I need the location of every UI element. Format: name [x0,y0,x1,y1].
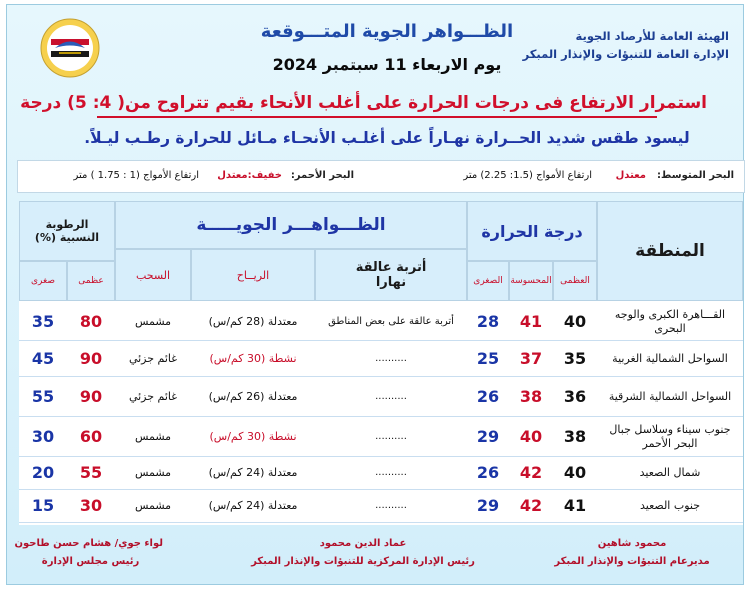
signature-1 [537,535,727,571]
signature-2-name: عماد الدين محمود [319,538,407,549]
cell-min: 26 [476,463,500,482]
cell-felt: 37 [519,348,543,368]
cell-felt: 40 [519,426,543,446]
cell-felt: 41 [519,311,543,331]
forecast-rows [19,303,743,525]
cell-clouds: مشمس [134,314,172,328]
table-row [19,303,743,341]
org-name: الهيئة العامة للأرصاد الجوية [575,29,729,43]
cell-clouds: غائم جزئي [128,351,178,365]
cell-region: جنوب الصعيد [640,499,701,512]
cell-felt: 38 [519,386,543,406]
cell-region: السواحل الشمالية الغربية [612,351,728,365]
cell-dust: أتربة عالقة على بعض المناطق [328,315,454,327]
forecast-sheet [6,4,744,585]
cell-min: 26 [476,386,500,406]
cell-hmax: 90 [79,386,103,406]
cell-hmin: 20 [31,463,55,482]
headline: استمرار الارتفاع فى درجات الحرارة على أغلب الأنحاء بقيم تتراوح من( 4: 5) درجة [20,93,707,113]
signature-3-name: لواء جوي/ هشام حسن طاحون [14,538,163,549]
humidity-max-header: عظمى [67,261,115,301]
signature-1-name: محمود شاهين [597,538,667,549]
headline-underline [97,116,657,118]
cell-hmax: 30 [79,496,103,515]
sea-state-bar [17,160,745,193]
cell-clouds: غائم جزئي [128,389,178,403]
cell-min: 25 [476,348,500,368]
temp-header: درجة الحرارة [467,201,597,261]
subheadline: ليسود طقس شديد الحــرارة نهـاراً على أغلـب الأنحـاء مـائل للحرارة رطـب ليـلاً. [84,129,690,147]
ema-logo-icon [39,17,101,79]
temp-max-header: العظمى [553,261,597,301]
cell-max: 35 [563,348,587,368]
table-row [19,457,743,490]
cell-min: 28 [476,311,500,331]
humidity-header: الرطوبة النسبية (%) [19,201,115,261]
clouds-header: السحب [115,249,191,301]
cell-wind: معتدلة (24 كم/س) [208,499,298,512]
cell-max: 36 [563,386,587,406]
cell-dust: .......... [375,352,407,364]
cell-region: القـــاهرة الكبرى والوجه البحرى [614,307,726,335]
red-sea-label: البحر الأحمر: [290,170,354,181]
table-row [19,377,743,417]
cell-felt: 42 [519,463,543,482]
org-department: الإدارة العامة للتنبؤات والإنذار المبكر [522,47,729,61]
med-sea-waves: ارتفاع الأمواج (1.5: 2.25) متر [463,170,592,181]
org-block [523,27,729,63]
table-row [19,417,743,457]
table-row [19,341,743,377]
cell-region: شمال الصعيد [639,466,701,479]
cell-max: 41 [563,496,587,515]
cell-dust: .......... [375,430,407,442]
cell-min: 29 [476,496,500,515]
cell-region: السواحل الشمالية الشرقية [608,389,732,403]
page-title: الظـــواهر الجوية المتـــوقعة [260,21,514,42]
signature-2 [238,535,488,571]
cell-max: 40 [563,311,587,331]
table-row [19,490,743,523]
winds-header: الريــاح [191,249,315,301]
cell-hmax: 80 [79,311,103,331]
red-sea-state: خفيف:معتدل [217,170,282,181]
cell-wind: معتدلة (26 كم/س) [208,389,298,403]
signature-1-title: مديرعام التنبؤات والإنذار المبكر [554,556,710,567]
cell-dust: .......... [375,467,407,478]
phenomena-header: الظـــواهـــر الجويـــــة [115,201,467,249]
temp-min-header: الصغرى [467,261,509,301]
cell-wind: نشطة (30 كم/س) [209,429,297,443]
cell-region: جنوب سيناء وسلاسل جبال البحر الأحمر [609,422,731,450]
cell-clouds: مشمس [134,429,172,443]
cell-hmin: 30 [31,426,55,446]
cell-hmin: 35 [31,311,55,331]
med-sea-state: معتدل [615,170,646,181]
cell-max: 38 [563,426,587,446]
cell-hmin: 45 [31,348,55,368]
cell-hmin: 55 [31,386,55,406]
cell-min: 29 [476,426,500,446]
cell-felt: 42 [519,496,543,515]
signature-3 [14,535,163,571]
cell-dust: .......... [375,390,407,402]
cell-hmax: 60 [79,426,103,446]
cell-wind: نشطة (30 كم/س) [209,351,297,365]
cell-clouds: مشمس [134,466,172,479]
forecast-date: يوم الاربعاء 11 سبتمبر 2024 [272,55,502,74]
cell-wind: معتدلة (24 كم/س) [208,466,298,479]
cell-hmax: 55 [79,463,103,482]
cell-hmax: 90 [79,348,103,368]
temp-felt-header: المحسوسة [509,261,553,301]
signature-3-title: رئيس مجلس الإدارة [41,556,140,567]
signature-2-title: رئيس الإدارة المركزية للتنبؤات والإنذار المبكر [251,556,475,567]
med-sea-label: البحر المتوسط: [657,170,734,181]
cell-wind: معتدلة (28 كم/س) [208,314,298,328]
region-header: المنطقة [597,201,743,301]
red-sea-waves: ارتفاع الأمواج (1 : 1.75 ) متر [73,170,199,181]
cell-hmin: 15 [31,496,55,515]
dust-header: أتربة عالقة نهارا [315,249,467,301]
cell-max: 40 [563,463,587,482]
cell-clouds: مشمس [134,499,172,512]
cell-dust: .......... [375,500,407,511]
forecast-table [19,201,743,525]
humidity-min-header: صغرى [19,261,67,301]
